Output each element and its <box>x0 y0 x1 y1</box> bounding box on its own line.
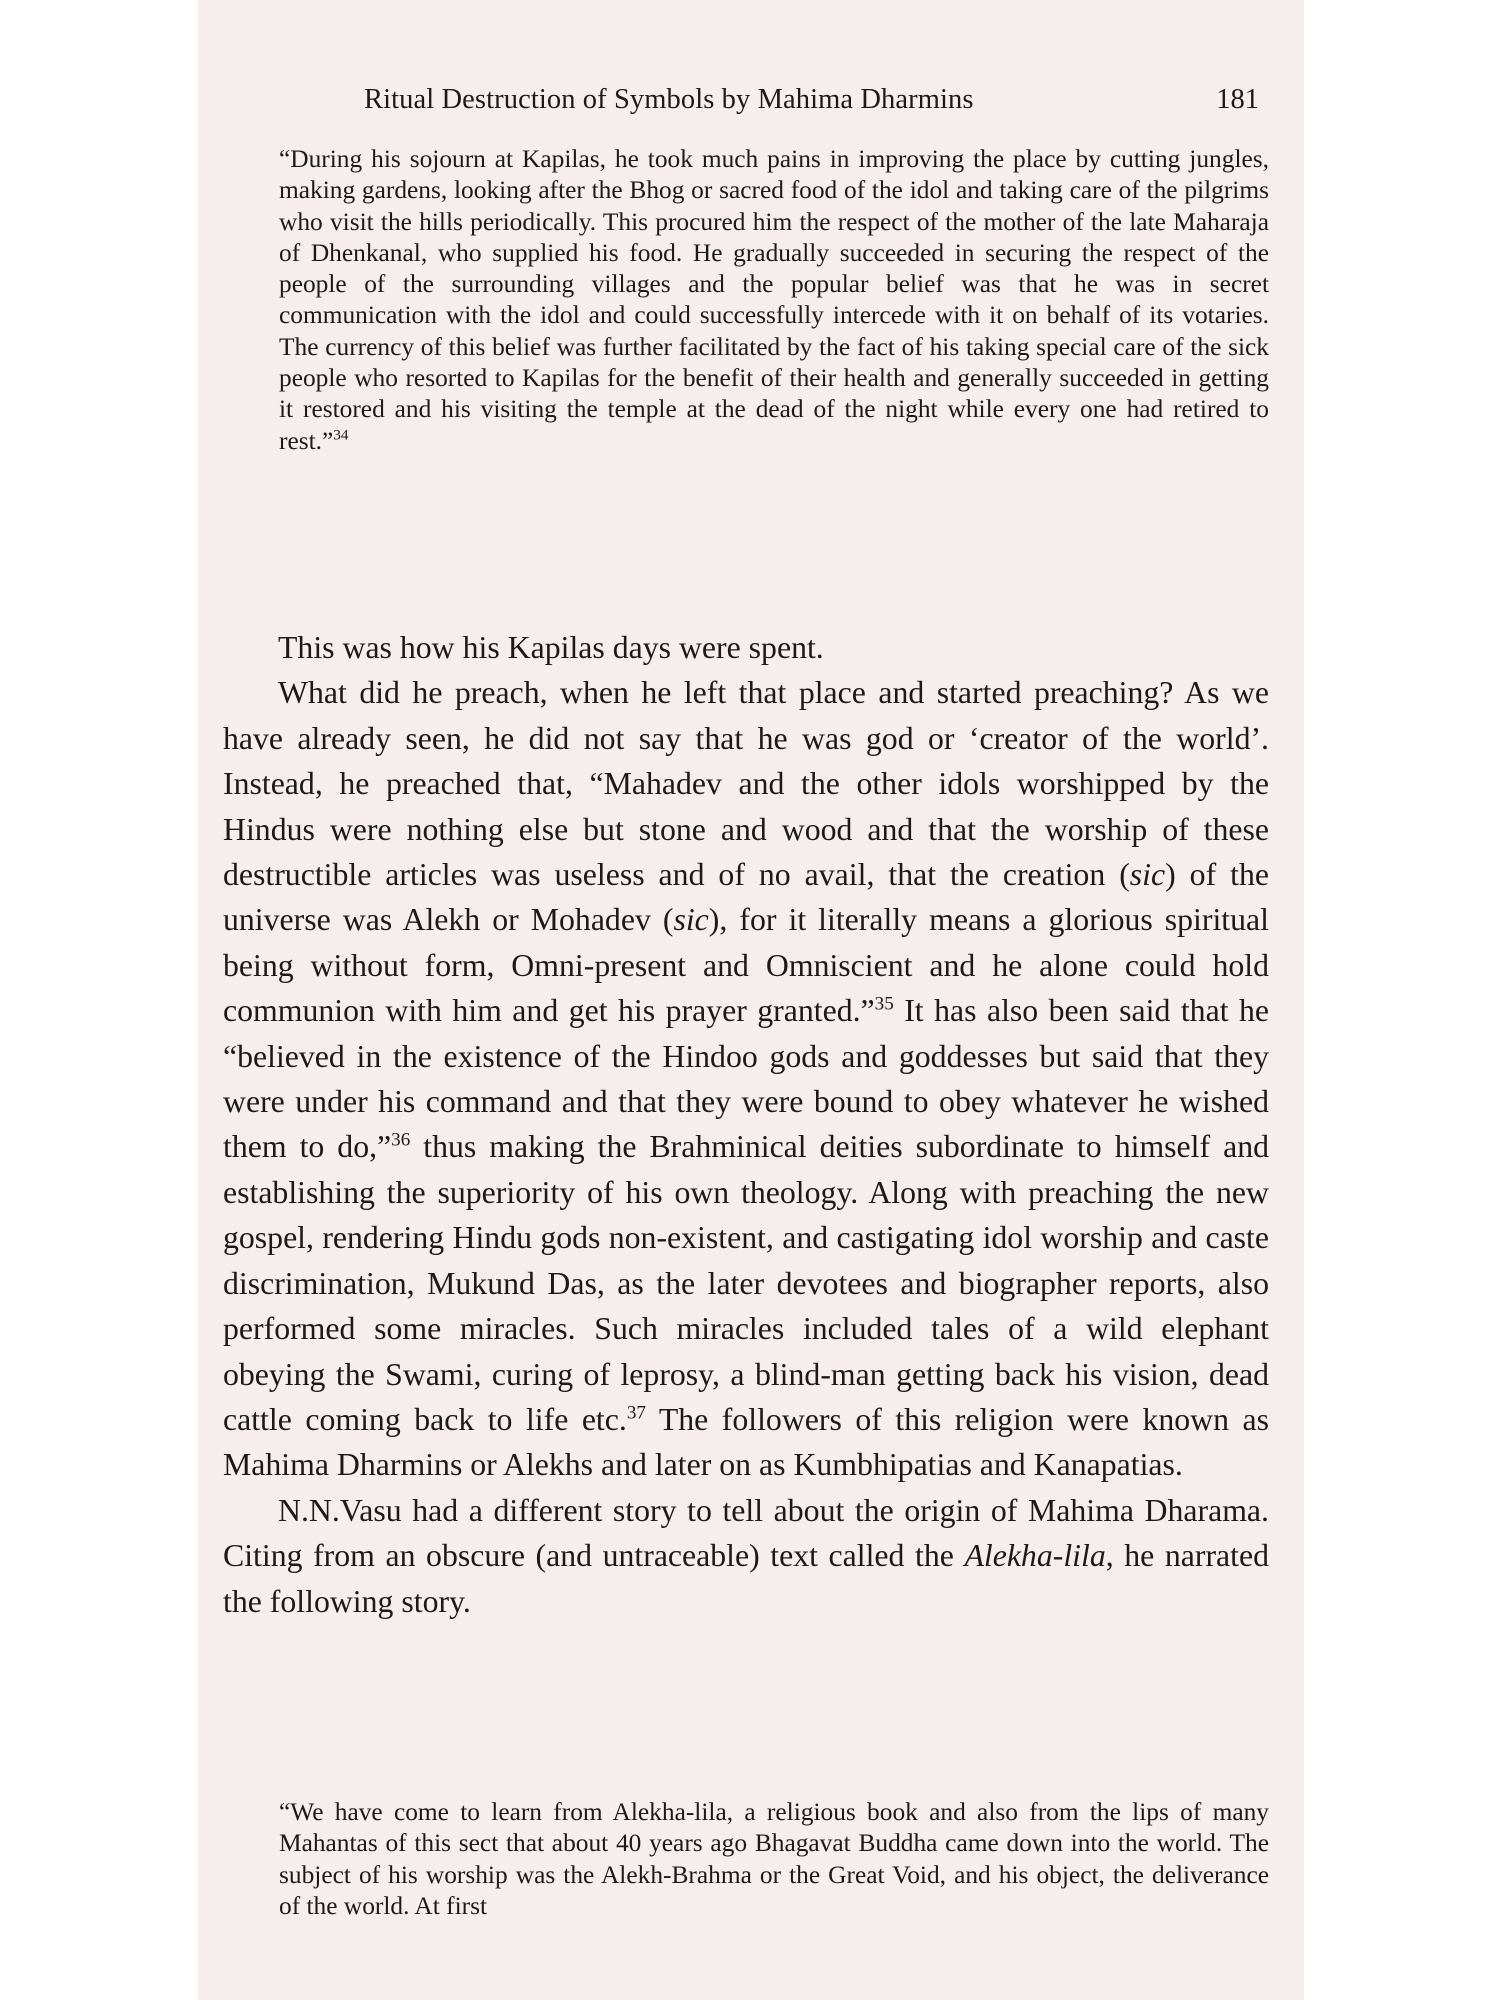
text-run: It has also been said that he “believed in the existence of the Hindoo gods and goddesses but said that they were under his command and that they were bound to obey whatever he wished them to do,” <box>223 993 1270 1165</box>
text-run: N.N.Vasu had a different story to tell about the origin of Mahima Dharama. Citing from an obscure (and untraceable) text called the <box>223 1492 1269 1574</box>
page-number: 181 <box>1216 84 1259 115</box>
paragraph-preaching <box>223 670 1269 1487</box>
footnote-ref-35: 35 <box>874 993 894 1015</box>
text-run: The followers of this religion were known as Mahima Dharmins or Alekhs and later on as Kumbhipatias and Kanapatias. <box>223 1401 1269 1483</box>
footnote-ref-34: 34 <box>333 426 349 444</box>
paragraph-vasu <box>223 1488 1269 1624</box>
block-quote-kapilas <box>279 144 1269 457</box>
quote-text: “During his sojourn at Kapilas, he took much pains in improving the place by cutting jungles, making gardens, looking after the Bhog or sacred food of the idol and taking care of the pilgrims who visit the hills periodically. This procured him the respect of the mother of the late Maharaja of Dhenkanal, who supplied his food. He gradually succeeded in securing the respect of the people of the surrounding villages and the popular belief was that he was in secret communication with the idol and could successfully intercede with it on behalf of its votaries. The currency of this belief was further facilitated by the fact of his taking special care of the sick people who resorted to Kapilas for the benefit of their health and generally succeeded in getting it restored and his visiting the temple at the dead of the night while every one had retired to rest.” <box>279 145 1269 455</box>
running-title: Ritual Destruction of Symbols by Mahima Dharmins <box>364 84 974 115</box>
text-run: ) of the universe was Alekh or Mohadev ( <box>223 857 1269 938</box>
book-page <box>198 0 1304 2000</box>
text-run: , he narrated the following story. <box>223 1538 1269 1619</box>
italic-sic: sic <box>1129 857 1166 893</box>
body-text <box>223 625 1269 1624</box>
paragraph-kapilas-days: This was how his Kapilas days were spent. <box>278 630 824 665</box>
text-run: ), for it literally means a glorious spiritual being without form, Omni-present and Omniscient and he alone could hold communion with him and get his prayer granted.” <box>223 902 1269 1029</box>
text-run: What did he preach, when he left that place and started preaching? As we have already seen, he did not say that he was god or ‘creator of the world’. Instead, he preached that, “Mahadev and the other idols worshipped by the Hindus were nothing else but stone and wood and that the worship of these destructible articles was useless and of no avail, that the creation ( <box>223 675 1269 893</box>
italic-book-title: Alekha-lila <box>964 1538 1106 1574</box>
italic-sic: sic <box>673 902 709 938</box>
text-run: thus making the Brahminical deities subordinate to himself and establishing the superiority of his own theology. Along with preaching the new gospel, rendering Hindu gods non-existent, and castigating idol worship and caste discrimination, Mukund Das, as the later devotees and biographer reports, also performed some miracles. Such miracles included tales of a wild elephant obeying the Swami, curing of leprosy, a blind-man getting back his vision, dead cattle coming back to life etc. <box>223 1129 1269 1437</box>
block-quote-alekha-lila: “We have come to learn from Alekha-lila, a religious book and also from the lips of many Mahantas of this sect that about 40 years ago Bhagavat Buddha came down into the world. The subject of his worship was the Alekh-Brahma or the Great Void, and his object, the deliverance of the world. At first <box>279 1798 1269 1920</box>
footnote-ref-36: 36 <box>391 1129 411 1151</box>
page-header <box>364 84 1259 128</box>
footnote-ref-37: 37 <box>626 1402 646 1424</box>
